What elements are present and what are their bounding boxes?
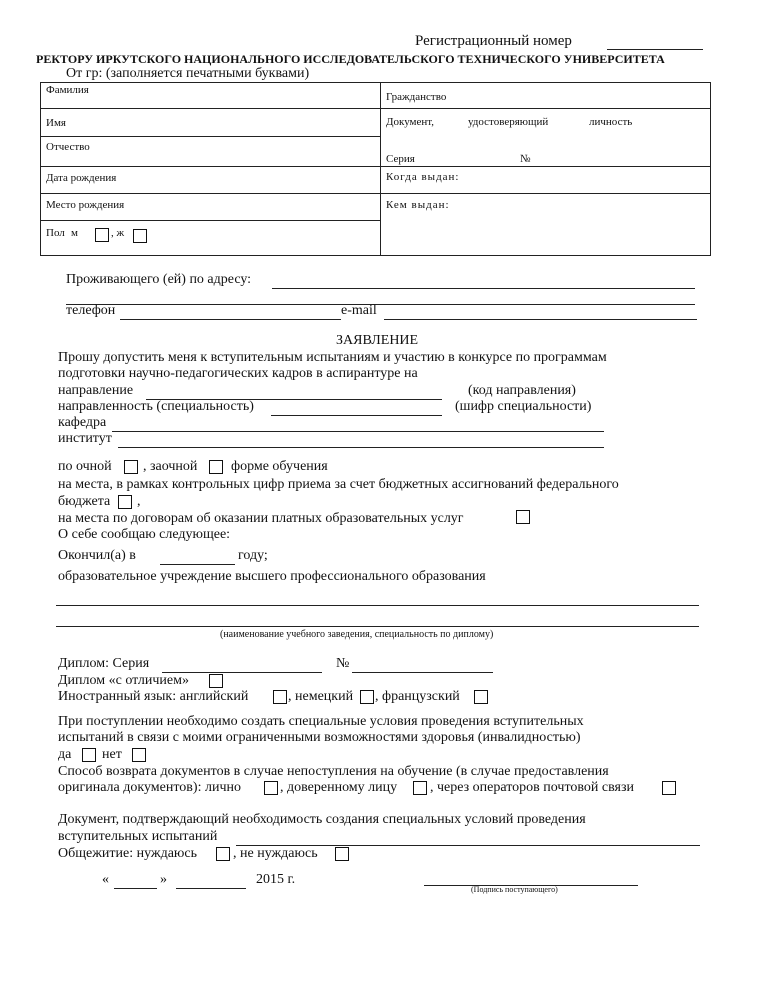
date-year: 2015 г. (256, 872, 296, 887)
series-label: Серия (386, 153, 415, 165)
about-self-label: О себе сообщаю следующее: (58, 527, 231, 542)
diploma-series-field[interactable] (162, 656, 322, 673)
institution-hint: (наименование учебного заведения, специальность по диплому) (220, 629, 494, 640)
address-field[interactable] (272, 272, 695, 289)
email-label: e-mail (341, 303, 377, 318)
contract-label: на места по договорам об оказании платных образовательных услуг (58, 511, 464, 526)
addressee: РЕКТОРУ ИРКУТСКОГО НАЦИОНАЛЬНОГО ИССЛЕДОВАТЕЛЬСКОГО ТЕХНИЧЕСКОГО УНИВЕРСИТЕТА (36, 52, 665, 66)
return-proxy-label: , доверенному лицу (280, 780, 398, 795)
signature-field[interactable] (424, 869, 638, 886)
issued-when-label: Когда выдан: (386, 171, 460, 183)
signature-hint: (Подпись поступающего) (471, 885, 558, 894)
request-line-1: Прошу допустить меня к вступительным испытаниям и участию в конкурсе по программам (58, 350, 607, 365)
specialty-label: направленность (специальность) (58, 399, 254, 414)
sex-f-label: , ж (111, 227, 125, 239)
return-post-checkbox[interactable] (662, 781, 676, 795)
birth-place-label: Место рождения (46, 199, 125, 211)
request-line-2: подготовки научно-педагогических кадров в аспирантуре на (58, 366, 418, 381)
english-checkbox[interactable] (273, 690, 287, 704)
diploma-series-label: Диплом: Серия (58, 656, 150, 671)
language-label: Иностранный язык: английский (58, 689, 249, 704)
special-no-label: нет (102, 747, 122, 762)
direction-label: направление (58, 383, 134, 398)
statement-title: ЗАЯВЛЕНИЕ (336, 333, 419, 348)
graduation-year-field[interactable] (160, 548, 235, 565)
special-conditions-line-1: При поступлении необходимо создать специальные условия проведения вступительных (58, 714, 584, 729)
budget-line-1: на места, в рамках контрольных цифр приема за счет бюджетных ассигнований федерального (58, 477, 619, 492)
direction-code-label: (код направления) (468, 383, 576, 398)
phone-field[interactable] (120, 303, 341, 320)
date-close-quote: » (160, 872, 167, 887)
document-label-3: личность (589, 116, 633, 128)
email-field[interactable] (384, 303, 697, 320)
sex-m-label: м (71, 227, 78, 239)
special-yes-label: да (58, 747, 72, 762)
date-open-quote: « (102, 872, 109, 887)
sex-female-checkbox[interactable] (133, 229, 147, 243)
date-month-field[interactable] (176, 872, 246, 889)
german-checkbox[interactable] (360, 690, 374, 704)
dormitory-need-checkbox[interactable] (216, 847, 230, 861)
date-day-field[interactable] (114, 872, 157, 889)
graduated-suffix: году; (238, 548, 268, 563)
institute-label: институт (58, 431, 112, 446)
document-label-1: Документ, (386, 116, 435, 128)
budget-comma: , (137, 494, 141, 509)
phone-label: телефон (66, 303, 116, 318)
confirm-doc-line-1: Документ, подтверждающий необходимость создания специальных условий проведения (58, 812, 586, 827)
graduated-prefix: Окончил(а) в (58, 548, 136, 563)
honors-label: Диплом «с отличием» (58, 673, 189, 688)
return-docs-line-1: Способ возврата документов в случае непоступления на обучение (в случае предоставления (58, 764, 609, 779)
confirm-doc-line-2: вступительных испытаний (58, 829, 218, 844)
address-label: Проживающего (ей) по адресу: (66, 272, 252, 287)
special-conditions-line-2: испытаний в связи с моими ограниченными возможностями здоровья (инвалидностью) (58, 730, 581, 745)
special-no-checkbox[interactable] (132, 748, 146, 762)
department-field[interactable] (112, 415, 604, 432)
budget-line-2: бюджета (58, 494, 111, 509)
full-time-label: по очной (58, 459, 112, 474)
part-time-checkbox[interactable] (209, 460, 223, 474)
issued-by-label: Кем выдан: (386, 199, 450, 211)
citizenship-label: Гражданство (386, 91, 447, 103)
birth-date-label: Дата рождения (46, 172, 117, 184)
specialty-code-label: (шифр специальности) (455, 399, 592, 414)
dormitory-not-needed-label: , не нуждаюсь (233, 846, 318, 861)
french-label: , французский (375, 689, 460, 704)
institution-field-2[interactable] (56, 610, 699, 627)
return-proxy-checkbox[interactable] (413, 781, 427, 795)
contract-checkbox[interactable] (516, 510, 530, 524)
dormitory-not-needed-checkbox[interactable] (335, 847, 349, 861)
institute-field[interactable] (118, 431, 604, 448)
row-line (380, 108, 711, 109)
department-label: кафедра (58, 415, 107, 430)
row-line (40, 220, 380, 221)
row-line (40, 193, 711, 194)
diploma-number-label: № (336, 656, 350, 671)
sex-label: Пол (46, 227, 65, 239)
reg-number-label: Регистрационный номер (415, 33, 572, 49)
french-checkbox[interactable] (474, 690, 488, 704)
german-label: , немецкий (288, 689, 354, 704)
special-yes-checkbox[interactable] (82, 748, 96, 762)
institution-field-1[interactable] (56, 589, 699, 606)
budget-checkbox[interactable] (118, 495, 132, 509)
surname-label: Фамилия (46, 84, 89, 96)
number-label: № (520, 153, 531, 165)
document-label-2: удостоверяющий (468, 116, 549, 128)
dormitory-label: Общежитие: нуждаюсь (58, 846, 197, 861)
full-time-checkbox[interactable] (124, 460, 138, 474)
row-line (40, 136, 380, 137)
institution-label: образовательное учреждение высшего профессионального образования (58, 569, 486, 584)
row-line (40, 108, 380, 109)
honors-checkbox[interactable] (209, 674, 223, 688)
return-in-person-checkbox[interactable] (264, 781, 278, 795)
confirm-doc-field[interactable] (236, 829, 700, 846)
patronymic-label: Отчество (46, 141, 90, 153)
row-line (40, 166, 711, 167)
return-docs-line-2: оригинала документов): лично (58, 780, 241, 795)
direction-field[interactable] (146, 383, 442, 400)
return-post-label: , через операторов почтовой связи (430, 780, 634, 795)
part-time-label: , заочной (143, 459, 198, 474)
form-suffix-label: форме обучения (231, 459, 328, 474)
diploma-number-field[interactable] (352, 656, 493, 673)
from-label: От гр: (заполняется печатными буквами) (66, 66, 310, 81)
name-label: Имя (46, 117, 66, 129)
specialty-field[interactable] (271, 399, 442, 416)
sex-male-checkbox[interactable] (95, 228, 109, 242)
reg-number-field[interactable] (607, 33, 703, 50)
